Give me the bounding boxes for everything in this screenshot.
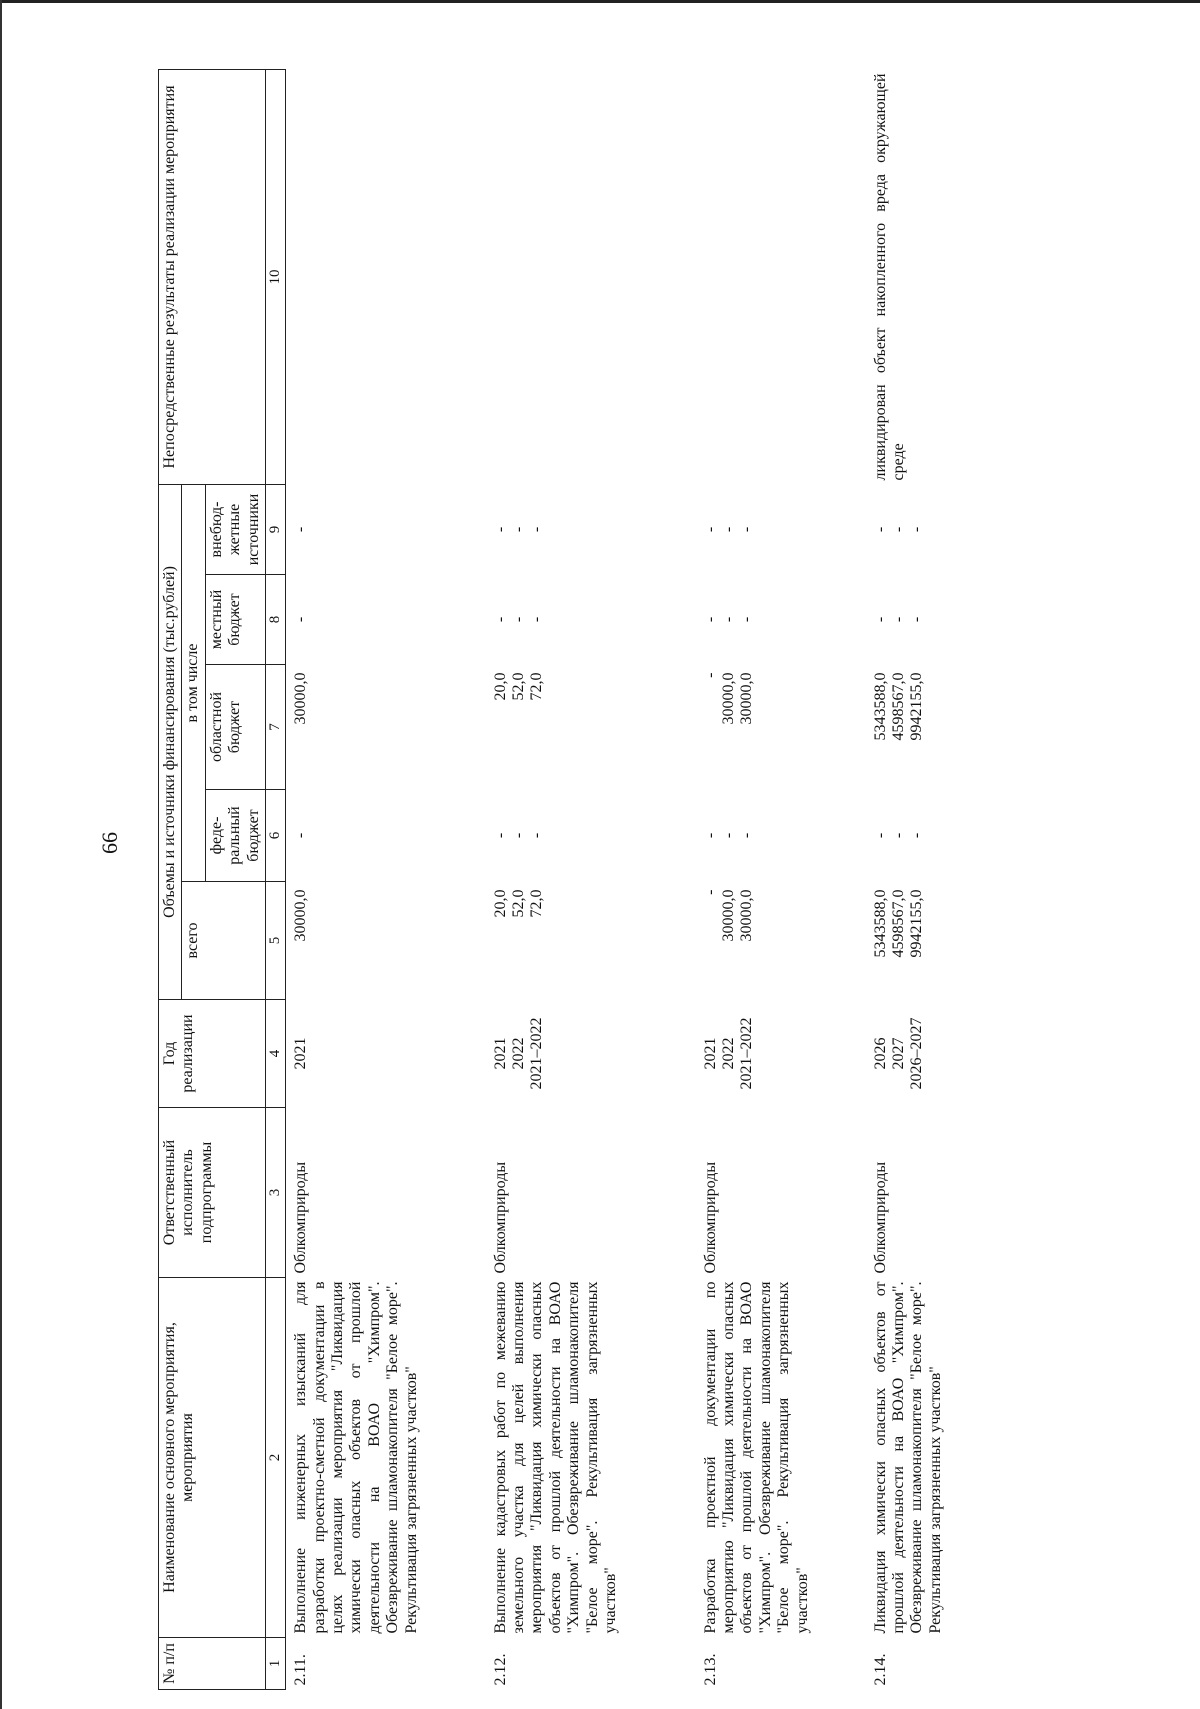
total-amount-value: -: [701, 889, 719, 895]
activity-name: Выполнение кадастровых работ по межеванию земельного участка для целей выполнения мероприятия "Ликвидация химически опасных объектов от прошлой деятельности на ВОАО "Химпром". Обезвреживание шламонакопителя "Белое море". Рекультивация загрязненных участков": [491, 1281, 620, 1634]
extrabudget-amount-value: -: [491, 526, 509, 533]
federal-amount-value: -: [701, 832, 719, 839]
header-executor: Ответственный исполнитель подпрограммы: [159, 1108, 266, 1278]
extrabudget-amount-value: -: [528, 526, 546, 533]
year-value: 2026–2027: [908, 1017, 926, 1090]
year-value: 2022: [510, 1037, 528, 1070]
total-amount-value: 30000,0: [720, 889, 738, 942]
federal-amount: [286, 790, 486, 882]
regional-amount-value: 4598567,0: [890, 672, 908, 741]
federal-amount: [486, 790, 696, 882]
total-amount-value: 20,0: [491, 889, 509, 918]
row-number: 2.12.: [491, 1653, 509, 1686]
year-value: 2021: [292, 1037, 310, 1070]
header-finance: Объемы и источники финансирования (тыс.рублей): [159, 484, 182, 999]
total-amount-value: 9942155,0: [908, 889, 926, 958]
federal-amount-value: -: [491, 832, 509, 839]
total-amount-value: 5343588,0: [871, 889, 889, 958]
total-amount-value: 4598567,0: [890, 889, 908, 958]
extrabudget-amount: [866, 484, 1036, 574]
table-header: [159, 69, 286, 1689]
header-result: Непосредственные результаты реализации мероприятия: [159, 69, 266, 484]
extrabudget-amount-value: -: [292, 526, 310, 533]
local-amount-value: -: [528, 616, 546, 623]
local-amount-value: -: [292, 616, 310, 623]
local-amount-value: -: [871, 616, 889, 623]
scan-edge-top: [0, 0, 1200, 3]
local-amount: [286, 575, 486, 665]
column-number: 9: [265, 484, 285, 574]
column-number: 7: [265, 665, 285, 790]
executor: Облкомприроды: [871, 1161, 889, 1274]
federal-amount-value: -: [292, 832, 310, 839]
total-amount: [866, 882, 1036, 1000]
total-amount: [696, 882, 866, 1000]
year-value: 2021: [701, 1037, 719, 1070]
executor: Облкомприроды: [701, 1161, 719, 1274]
row-number: 2.11.: [292, 1654, 310, 1686]
header-num: № п/п: [159, 1638, 266, 1690]
year: [286, 1000, 486, 1108]
regional-amount-value: 5343588,0: [871, 672, 889, 741]
year-value: 2026: [871, 1037, 889, 1070]
extrabudget-amount-value: -: [738, 526, 756, 533]
program-activities-table: [158, 69, 1036, 1690]
table-body: [286, 69, 1036, 1689]
column-number: 4: [265, 1000, 285, 1108]
table-row: [866, 69, 1036, 1689]
column-numbers-row: [265, 69, 285, 1689]
scan-edge-left: [0, 0, 2, 1709]
regional-amount-value: 72,0: [528, 672, 546, 701]
column-number: 2: [265, 1278, 285, 1638]
regional-amount: [866, 665, 1036, 790]
total-amount-value: 52,0: [510, 889, 528, 918]
regional-amount-value: 52,0: [510, 672, 528, 701]
federal-amount-value: -: [908, 832, 926, 839]
federal-amount-value: -: [528, 832, 546, 839]
regional-amount-value: 30000,0: [738, 672, 756, 725]
total-amount-value: 30000,0: [292, 889, 310, 942]
rotated-table-container: [158, 70, 944, 1690]
total-amount-value: 72,0: [528, 889, 546, 918]
regional-amount: [486, 665, 696, 790]
row-number: 2.14.: [871, 1653, 889, 1686]
extrabudget-amount-value: -: [890, 526, 908, 533]
local-amount: [486, 575, 696, 665]
local-amount-value: -: [908, 616, 926, 623]
header-regional: областной бюджет: [205, 665, 265, 790]
local-amount-value: -: [738, 616, 756, 623]
regional-amount-value: 9942155,0: [908, 672, 926, 741]
result-text: ликвидирован объект накопленного вреда окружающей среде: [871, 73, 908, 481]
table-row: [286, 69, 486, 1689]
federal-amount: [696, 790, 866, 882]
year: [486, 1000, 696, 1108]
result-text: [286, 69, 486, 484]
column-number: 5: [265, 882, 285, 1000]
regional-amount: [696, 665, 866, 790]
activity-name: Разработка проектной документации по мероприятию "Ликвидация химически опасных объектов от прошлой деятельности на ВОАО "Химпром". Обезвреживание шламонакопителя "Белое море". Рекультивация загрязненных участков": [701, 1281, 811, 1634]
extrabudget-amount: [286, 484, 486, 574]
regional-amount: [286, 665, 486, 790]
extrabudget-amount-value: -: [701, 526, 719, 533]
column-number: 3: [265, 1108, 285, 1278]
total-amount: [486, 882, 696, 1000]
year: [866, 1000, 1036, 1108]
header-federal: феде-ральный бюджет: [205, 790, 265, 882]
federal-amount-value: -: [738, 832, 756, 839]
extrabudget-amount-value: -: [908, 526, 926, 533]
result-text: [696, 69, 866, 484]
page-number: 66: [97, 832, 122, 854]
header-local: местный бюджет: [205, 575, 265, 665]
column-number: 6: [265, 790, 285, 882]
result-text: [486, 69, 696, 484]
year-value: 2021: [491, 1037, 509, 1070]
year: [696, 1000, 866, 1108]
header-including: в том числе: [182, 484, 205, 881]
year-value: 2022: [720, 1037, 738, 1070]
local-amount-value: -: [701, 616, 719, 623]
column-number: 10: [265, 69, 285, 484]
extrabudget-amount-value: -: [510, 526, 528, 533]
regional-amount-value: 30000,0: [720, 672, 738, 725]
local-amount: [696, 575, 866, 665]
activity-name: Выполнение инженерных изысканий для разработки проектно-сметной документации в целях реализации мероприятия "Ликвидация химически опасных объектов от прошлой деятельности на ВОАО "Химпром". Обезвреживание шламонакопителя "Белое море". Рекультивация загрязненных участков": [292, 1281, 420, 1634]
extrabudget-amount: [486, 484, 696, 574]
local-amount: [866, 575, 1036, 665]
regional-amount-value: -: [701, 672, 719, 678]
local-amount-value: -: [491, 616, 509, 623]
table-row: [696, 69, 866, 1689]
total-amount: [286, 882, 486, 1000]
local-amount-value: -: [510, 616, 528, 623]
federal-amount-value: -: [871, 832, 889, 839]
total-amount-value: 30000,0: [738, 889, 756, 942]
year-value: 2021–2022: [738, 1017, 756, 1090]
federal-amount: [866, 790, 1036, 882]
year-value: 2021–2022: [528, 1017, 546, 1090]
federal-amount-value: -: [890, 832, 908, 839]
year-value: 2027: [890, 1037, 908, 1070]
row-number: 2.13.: [701, 1653, 719, 1686]
federal-amount-value: -: [510, 832, 528, 839]
regional-amount-value: 20,0: [491, 672, 509, 701]
header-year: Год реализации: [159, 1000, 266, 1108]
executor: Облкомприроды: [491, 1161, 509, 1274]
executor: Облкомприроды: [292, 1161, 310, 1274]
local-amount-value: -: [720, 616, 738, 623]
table-row: [486, 69, 696, 1689]
activity-name: Ликвидация химически опасных объектов от прошлой деятельности на ВОАО "Химпром". Обезвреживание шламонакопителя "Белое море". Рекультивация загрязненных участков": [871, 1281, 944, 1634]
local-amount-value: -: [890, 616, 908, 623]
header-extrabudget: внебюд-жетные источники: [205, 484, 265, 574]
header-name: Наименование основного мероприятия, мероприятия: [159, 1278, 266, 1638]
extrabudget-amount-value: -: [720, 526, 738, 533]
regional-amount-value: 30000,0: [292, 672, 310, 725]
extrabudget-amount: [696, 484, 866, 574]
header-total: всего: [182, 882, 266, 1000]
column-number: 1: [265, 1638, 285, 1690]
column-number: 8: [265, 575, 285, 665]
extrabudget-amount-value: -: [871, 526, 889, 533]
federal-amount-value: -: [720, 832, 738, 839]
